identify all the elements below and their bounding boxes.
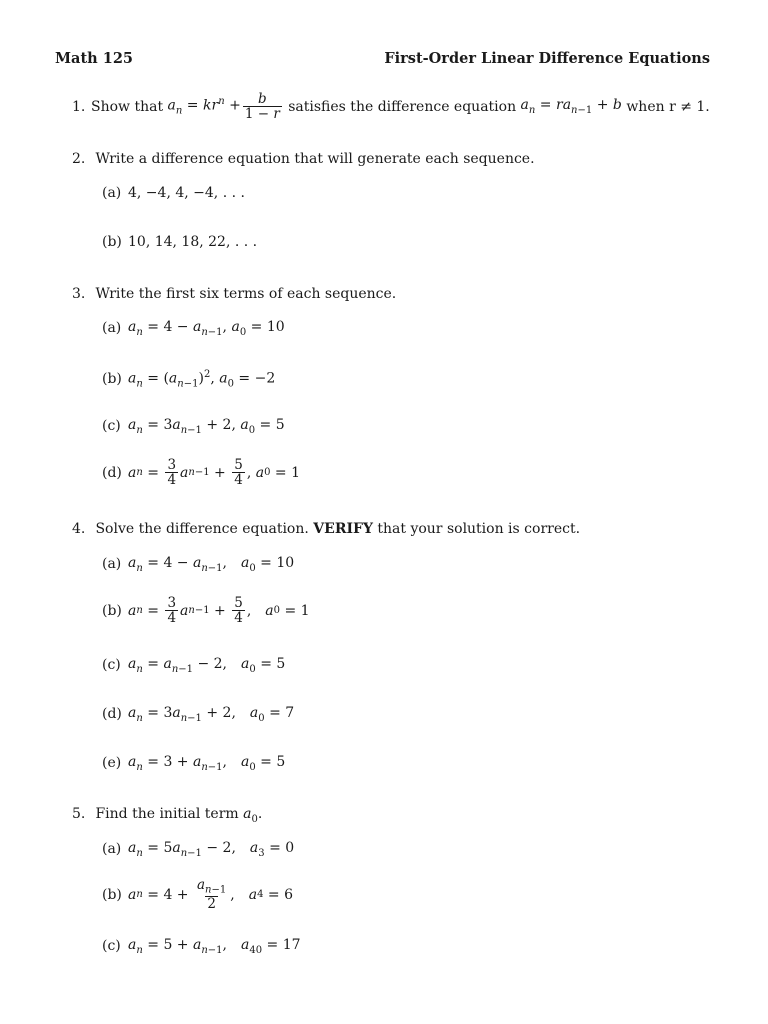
question-number: 3. <box>72 286 86 302</box>
question-4c <box>102 656 285 675</box>
recurrence: $a_n = 4 - a_{n-1}$, $a_0 = 10$ <box>128 555 295 574</box>
recurrence: a n = $\frac{3}{4}$ a n−1 + $\frac{5}{4}$ , a 0 = 1 <box>128 595 310 627</box>
fraction-b-over-1-minus-r: $\frac{b}{1 - r}$ <box>244 91 280 123</box>
part-label: (d) <box>102 464 122 481</box>
question-4-prefix: Solve the difference equation. <box>95 521 309 537</box>
recurrence: $a_n = 3a_{n-1} + 2$, $a_0 = 5$ <box>128 417 285 436</box>
question-4b <box>102 596 310 625</box>
question-3b <box>102 369 275 389</box>
question-4 <box>72 521 580 537</box>
course-title: Math 125 <box>55 50 134 67</box>
question-5c <box>102 937 301 956</box>
question-1-prefix: Show that <box>91 98 164 115</box>
question-2-text: Write a difference equation that will generate each sequence. <box>95 151 535 167</box>
recurrence: $a_n = 5 + a_{n-1}$, $a_{40} = 17$ <box>128 937 301 956</box>
question-4-suffix: that your solution is correct. <box>377 521 581 537</box>
recurrence: a n = $\frac{3}{4}$ a n−1 + $\frac{5}{4}$ , a 0 = 1 <box>128 457 301 489</box>
part-label: (c) <box>102 938 121 955</box>
question-1 <box>72 92 710 121</box>
part-label: (a) <box>102 556 122 573</box>
part-label: (b) <box>102 371 122 388</box>
part-label: (c) <box>102 418 121 435</box>
recurrence: $a_n = 4 - a_{n-1}$, $a_0 = 10$ <box>128 319 285 338</box>
recurrence: $a_n = (a_{n-1})^2$, $a_0 = -2$ <box>128 369 276 390</box>
question-number: 5. <box>72 806 86 822</box>
recurrence: a n = 4 + $\frac{a_{n-1}}{2}$ , a 4 = 6 <box>128 877 293 913</box>
sequence: 10, 14, 18, 22, . . . <box>128 234 258 250</box>
question-4d <box>102 705 294 724</box>
question-4a <box>102 555 294 574</box>
part-label: (e) <box>102 755 122 772</box>
question-1-suffix: when r ≠ 1. <box>626 98 710 115</box>
question-number: 4. <box>72 521 86 537</box>
recurrence: $a_n = a_{n-1} - 2$, $a_0 = 5$ <box>128 656 286 675</box>
worksheet-title: First-Order Linear Difference Equations <box>384 50 710 67</box>
question-5-text: Find the initial term <box>95 806 239 822</box>
part-label: (a) <box>102 841 122 858</box>
formula-recurrence: $a_n = ra_{n-1} + b$ <box>520 97 622 117</box>
question-3a <box>102 319 285 338</box>
question-number: 2. <box>72 151 86 167</box>
question-2 <box>72 151 535 167</box>
sequence: 4, −4, 4, −4, . . . <box>128 185 245 201</box>
part-label: (a) <box>102 320 122 337</box>
question-3-text: Write the first six terms of each sequence. <box>95 286 397 302</box>
question-1-middle: satisfies the difference equation <box>288 98 517 115</box>
question-2b <box>102 234 257 250</box>
part-label: (b) <box>102 602 122 619</box>
part-label: (a) <box>102 185 122 201</box>
formula-an: $a_n = kr^n$ + <box>167 96 241 117</box>
question-number: 1. <box>72 98 86 115</box>
question-3d <box>102 458 300 487</box>
recurrence: $a_n = 5a_{n-1} - 2$, $a_3 = 0$ <box>128 840 295 859</box>
question-2a <box>102 185 245 201</box>
part-label: (d) <box>102 706 122 723</box>
part-label: (c) <box>102 657 121 674</box>
recurrence: $a_n = 3a_{n-1} + 2$, $a_0 = 7$ <box>128 705 295 724</box>
question-4e <box>102 754 285 773</box>
question-4-emphasis: VERIFY <box>313 521 373 537</box>
question-3c <box>102 417 285 436</box>
question-5a <box>102 840 294 859</box>
recurrence: $a_n = 3 + a_{n-1}$, $a_0 = 5$ <box>128 754 286 773</box>
question-5b <box>102 878 293 911</box>
part-label: (b) <box>102 234 122 250</box>
question-3 <box>72 286 396 302</box>
question-5: 5. Find the initial term $a_0$. <box>72 806 263 825</box>
part-label: (b) <box>102 886 122 903</box>
